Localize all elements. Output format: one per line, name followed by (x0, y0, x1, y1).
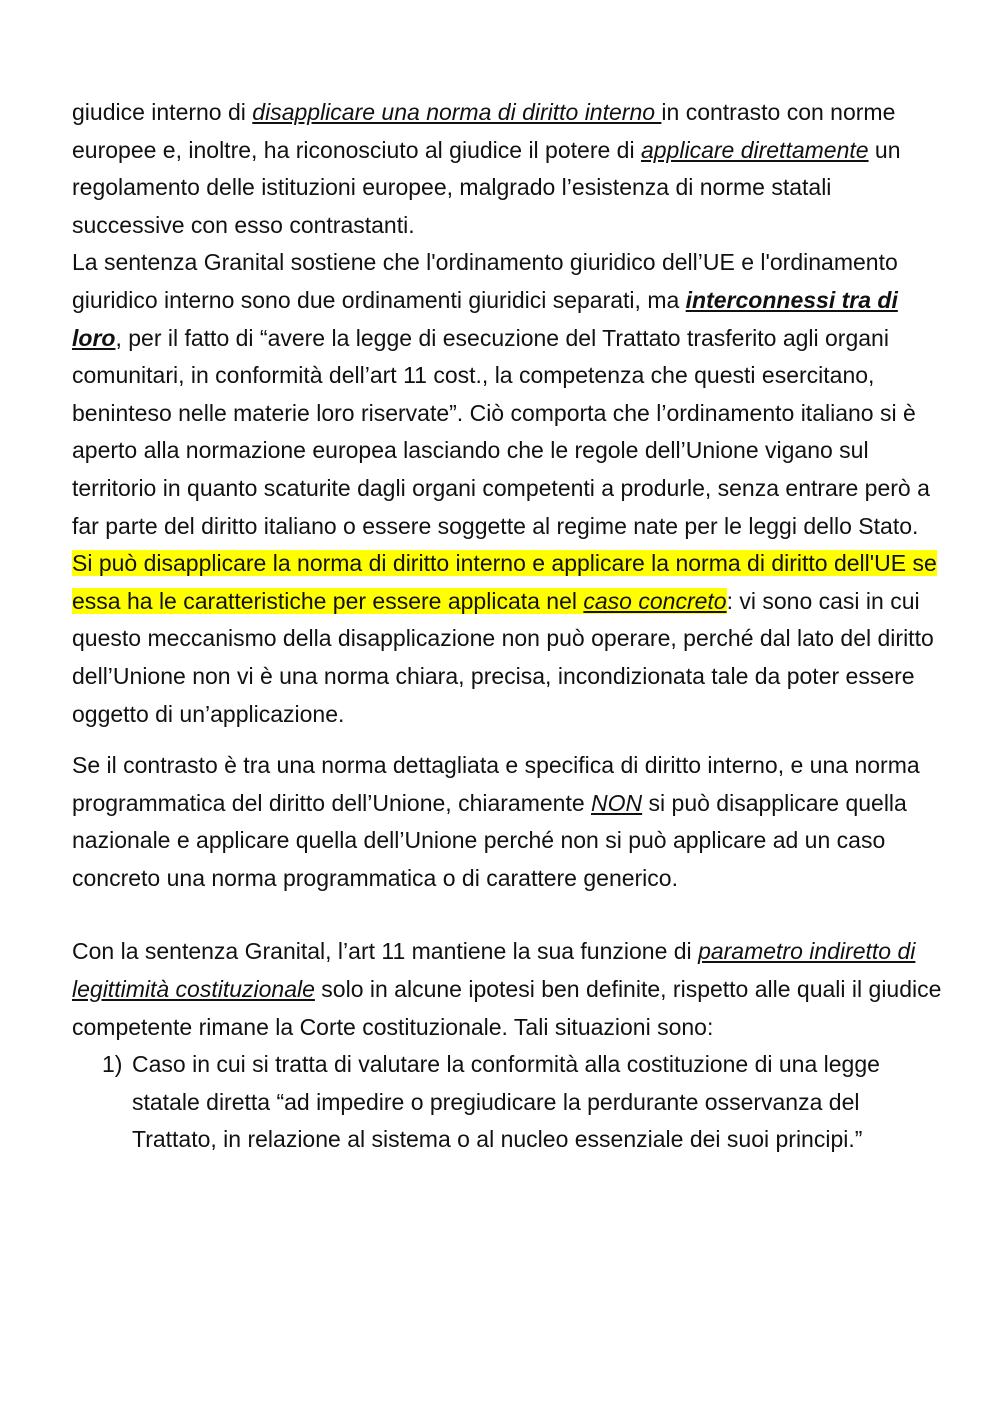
text-run: Se il contrasto è tra una norma dettagliata e specifica di diritto interno, e una norma programmatica del diritto dell’Unione, chiaramente (72, 752, 920, 816)
text-run: : vi sono casi in cui questo meccanismo della disapplicazione non può operare, perché dal lato del diritto dell’Unione non vi è una norma chiara, precisa, incondizionata tale da poter essere oggetto di un’applicazione. (72, 587, 934, 727)
emphasis-applicare-direttamente: applicare direttamente (640, 136, 869, 163)
numbered-list (72, 1046, 944, 1159)
emphasis-caso-concreto: caso concreto (583, 587, 727, 614)
text-run: giudice interno di (72, 99, 253, 125)
document-page (72, 94, 944, 1159)
text-run: La sentenza Granital sostiene che l'ordinamento giuridico dell’UE e l'ordinamento giuridico interno sono due ordinamenti giuridici separati, ma (72, 249, 898, 313)
paragraph-granital-separati (72, 244, 944, 545)
emphasis-interconnessi: interconnessi tra di loro (72, 286, 898, 351)
paragraph-spacer (72, 733, 944, 747)
paragraph-spacer (72, 897, 944, 933)
highlighted-text: Si può disapplicare la norma di diritto interno e applicare la norma di diritto dell'UE se essa ha le caratteristiche per essere applicata nel (72, 550, 937, 614)
text-run: , per il fatto di “avere la legge di esecuzione del Trattato trasferito agli organi comunitari, in conformità dell’art 11 cost., la competenza che questi esercitano, beninteso nelle materie loro riservate”. Ciò comporta che l’ordinamento italiano si è aperto alla normazione europea lasciando che le regole dell’Unione vigano sul territorio in quanto scaturite dagli organi competenti a produrle, senza entrare però a far parte del diritto italiano o essere soggette al regime nate per le leggi dello Stato. (72, 324, 930, 539)
paragraph-art-11 (72, 933, 944, 1046)
text-run: Con la sentenza Granital, l’art 11 mantiene la sua funzione di (72, 938, 699, 965)
text-run: si può disapplicare quella nazionale e applicare quella dell’Unione perché non si può applicare ad un caso concreto una norma programmatica o di carattere generico. (72, 789, 907, 891)
paragraph-disapplication-intro (72, 94, 944, 244)
list-item-number: 1) (102, 1051, 123, 1078)
emphasis-disapplicare: disapplicare una norma di diritto interno (252, 99, 662, 125)
list-item-text: Caso in cui si tratta di valutare la conformità alla costituzione di una legge statale diretta “ad impedire o pregiudicare la perdurante osservanza del Trattato, in relazione al sistema o al nucleo essenziale dei suoi principi.” (132, 1051, 880, 1153)
emphasis-parametro-indiretto: parametro indiretto di legittimità costituzionale (72, 938, 916, 1003)
emphasis-non: NON (591, 789, 643, 816)
text-run: un regolamento delle istituzioni europee, malgrado l’esistenza di norme statali successive con esso contrastanti. (72, 136, 901, 238)
text-run: solo in alcune ipotesi ben definite, rispetto alle quali il giudice competente rimane la Corte costituzionale. Tali situazioni sono: (72, 976, 942, 1040)
text-run: in contrasto con norme europee e, inoltre, ha riconosciuto al giudice il potere di (72, 99, 896, 163)
list-item (72, 1046, 944, 1159)
paragraph-caso-concreto (72, 545, 944, 733)
paragraph-norma-programmatica (72, 747, 944, 897)
